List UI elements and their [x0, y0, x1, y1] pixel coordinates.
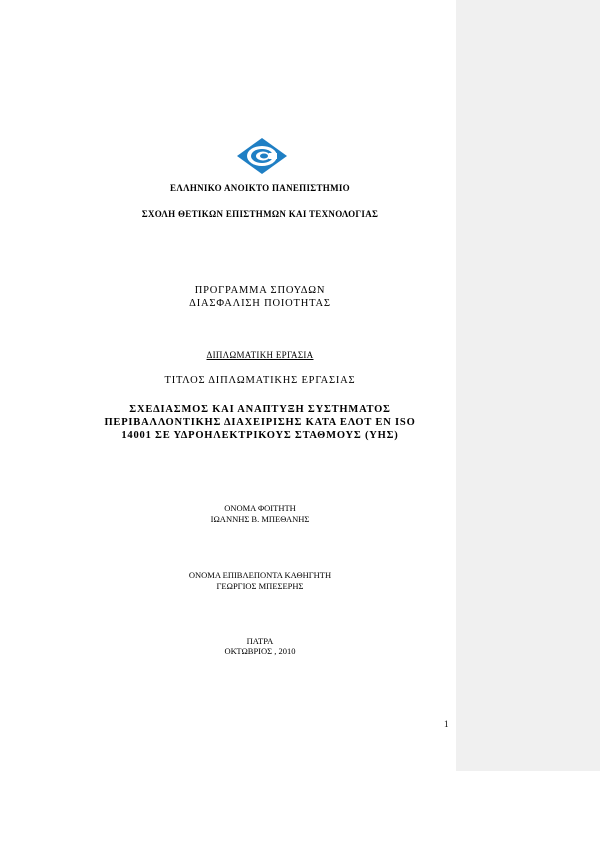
supervisor-label: ΟΝΟΜΑ ΕΠΙΒΛΕΠΟΝΤΑ ΚΑΘΗΓΗΤΗ	[188, 570, 332, 580]
place-date-block	[0, 636, 520, 656]
thesis-title	[0, 403, 520, 442]
program-block	[0, 284, 520, 310]
thesis-heading: ΔΙΠΛΩΜΑΤΙΚΗ ΕΡΓΑΣΙΑ	[206, 350, 314, 360]
university-logo-icon	[236, 137, 288, 175]
program-specialization: ΔΙΑΣΦΑΛΙΣΗ ΠΟΙΟΤΗΤΑΣ	[189, 298, 331, 309]
student-block	[0, 503, 520, 525]
thesis-title-line-1: ΣΧΕΔΙΑΣΜΟΣ ΚΑΙ ΑΝΑΠΤΥΞΗ ΣΥΣΤΗΜΑΤΟΣ	[129, 404, 391, 415]
thesis-title-line-2: ΠΕΡΙΒΑΛΛΟΝΤΙΚΗΣ ΔΙΑΧΕΙΡΙΣΗΣ ΚΑΤΑ ΕΛΟΤ ΕΝ ISO	[104, 417, 416, 428]
place: ΠΑΤΡΑ	[246, 636, 274, 646]
program-title: ΠΡΟΓΡΑΜΜΑ ΣΠΟΥΔΩΝ	[194, 285, 326, 296]
university-name: ΕΛΛΗΝΙΚΟ ΑΝΟΙΚΤΟ ΠΑΝΕΠΙΣΤΗΜΙΟ	[170, 183, 350, 193]
comment-pane	[456, 0, 600, 771]
supervisor-block	[0, 570, 520, 592]
student-name: ΙΩΑΝΝΗΣ Β. ΜΠΕΘΑΝΗΣ	[210, 514, 310, 524]
school-name: ΣΧΟΛΗ ΘΕΤΙΚΩΝ ΕΠΙΣΤΗΜΩΝ ΚΑΙ ΤΕΧΝΟΛΟΓΙΑΣ	[141, 209, 379, 219]
student-label: ΟΝΟΜΑ ΦΟΙΤΗΤΗ	[224, 503, 296, 513]
page-number: 1	[444, 719, 449, 729]
thesis-title-label: ΤΙΤΛΟΣ ΔΙΠΛΩΜΑΤΙΚΗΣ ΕΡΓΑΣΙΑΣ	[164, 375, 356, 386]
thesis-title-line-3: 14001 ΣΕ ΥΔΡΟΗΛΕΚΤΡΙΚΟΥΣ ΣΤΑΘΜΟΥΣ (ΥΗΣ)	[121, 430, 399, 441]
supervisor-name: ΓΕΩΡΓΙΟΣ ΜΠΕΣΕΡΗΣ	[216, 581, 304, 591]
date: ΟΚΤΩΒΡΙΟΣ , 2010	[224, 646, 296, 656]
